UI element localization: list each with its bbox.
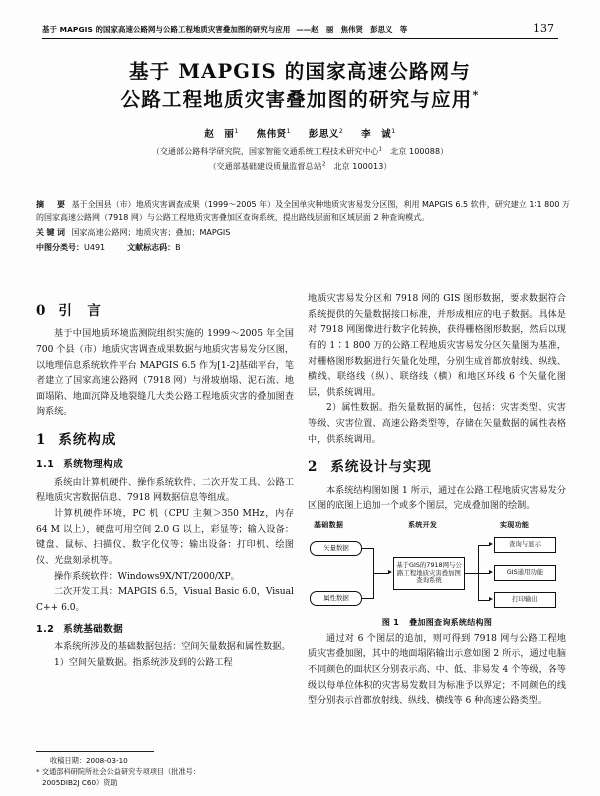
- title-footnote-marker: *: [472, 88, 480, 102]
- section-2-paragraph-1: 本系统结构图如图 1 所示，通过在公路工程地质灾害易发分区图的底图上追加一个或多个图层，完成叠加图的绘制。: [308, 485, 566, 512]
- right-column: [308, 292, 566, 710]
- abstract: [36, 199, 570, 225]
- diagram-header-system-dev: 系统开发: [408, 520, 438, 529]
- author-1-affil-ref: 1: [234, 128, 239, 136]
- subsection-1-2-paragraph-1: 本系统所涉及的基础数据包括：空间矢量数据和属性数据。: [54, 642, 291, 653]
- diagram-box-print-output: 打印输出: [494, 592, 556, 608]
- subsection-heading-1-2: [36, 622, 294, 639]
- left-column: [36, 292, 294, 671]
- doc-code-value: B: [175, 242, 181, 252]
- keywords: [36, 227, 570, 240]
- section-1-title: 系统构成: [58, 432, 117, 449]
- diagram-arrow-gis-functions: [489, 570, 493, 574]
- funding-line-1: [36, 766, 294, 777]
- author-4-name: 李 诚: [361, 129, 392, 141]
- author-4-affil-ref: 1: [391, 128, 396, 136]
- section-2-title: 系统设计与实现: [330, 459, 432, 476]
- section-heading-0: [36, 300, 294, 323]
- diagram-box-gis-functions: GIS通用功能: [494, 565, 556, 581]
- diagram-arrow-to-core: [388, 570, 392, 574]
- subsection-1-2-paragraph-2: 1）空间矢量数据。指系统涉及到的公路工程: [54, 657, 233, 668]
- section-heading-1: [36, 429, 294, 452]
- subsection-heading-1-1: [36, 457, 294, 474]
- article-title-line-1: 基于 MAPGIS 的国家高速公路网与: [128, 60, 472, 83]
- section-0-number: 0: [36, 303, 47, 319]
- figure-1-diagram: [308, 519, 566, 615]
- received-date-line: [36, 755, 294, 766]
- author-1-name: 赵 丽: [204, 129, 235, 141]
- funding-text-1: 交通部科研院所社会公益研究专项项目（批准号：: [41, 766, 201, 776]
- abstract-text: 基于全国县（市）地质灾害调查成果（1999～2005 年）及全国单灾种地质灾害易发分区图，利用 MAPGIS 6.5 软件，研究建立 1∶1 800 万的国家高速公路网（7918 网）与公路工程地质灾害叠加区查询系统，提出路线层面和区域层面 2 种查询模式。: [36, 200, 571, 222]
- subsection-1-1-paragraph-4: 二次开发工具：MAPGIS 6.5，Visual Basic 6.0，Visual C++ 6.0。: [36, 587, 294, 613]
- diagram-connector-bus-to-core: [373, 573, 389, 574]
- funding-line-2: 2005DIB2J C60）资助: [42, 777, 118, 787]
- right-column-continued-paragraph: 地质灾害易发分区和 7918 网的 GIS 图形数据，要求数据符合系统提供的矢量数据接口标准，并形成相应的电子数据。具体是对 7918 网图像进行数字化转换，获得栅格图形数据，然后以现有的 1∶1 800 万的公路工程地质灾害易发分区矢量图为基准，对栅格图形数据进行矢量化处理，分别生成首都放射线、纵线、横线、联络线（纵）、联络线（横）和地区环线 6 个矢量化图层，供系统调用。: [308, 294, 566, 398]
- author-2: [257, 129, 291, 140]
- funding-marker: *: [36, 766, 40, 776]
- author-2-name: 焦伟贤: [256, 129, 287, 141]
- subsection-1-1-number: 1.1: [36, 459, 55, 471]
- abstract-label: 摘 要: [36, 200, 68, 209]
- section-0-title: 引 言: [58, 303, 102, 319]
- affiliation-2-text: （交通部基础建设质量监督总站: [208, 162, 322, 172]
- author-3-affil-ref: 2: [338, 128, 344, 136]
- author-1: [204, 129, 238, 140]
- author-3: [309, 129, 343, 140]
- subsection-1-1-paragraph-3: 操作系统软件：Windows9X/NT/2000/XP。: [54, 571, 240, 582]
- author-2-affil-ref: 1: [286, 128, 292, 136]
- received-date-value: 2008-03-10: [85, 755, 128, 765]
- diagram-connector-core-out: [465, 573, 479, 574]
- section-0-paragraph-1: 基于中国地质环境监测院组织实施的 1999～2005 年全国 700 个县（市）地质灾害调查成果数据与地质灾害易发分区图，以地理信息系统软件平台 MAPGIS 6.5 作为[1-2]基础平台，笔者建立了国家高速公路网（7918 网）与滑坡崩塌、泥石流、地面塌陷、地面沉降及地裂缝几大类公路工程地质灾害的叠加图查询系统。: [36, 329, 294, 418]
- article-title-line-2: [42, 86, 558, 114]
- diagram-arrow-print-output: [489, 597, 493, 601]
- section-2-number: 2: [308, 459, 319, 476]
- section-1-number: 1: [36, 432, 47, 449]
- subsection-1-2-title: 系统基础数据: [63, 623, 124, 635]
- figure-1-caption: [308, 616, 566, 630]
- figure-1-caption-number: 图 1: [381, 617, 400, 627]
- subsection-1-1-paragraph-1: 系统由计算机硬件、操作系统软件、二次开发工具、公路工程地质灾害数据信息、7918 网数据信息等组成。: [36, 477, 294, 504]
- affiliation-2: [42, 161, 558, 172]
- subsection-1-2-number: 1.2: [36, 623, 55, 635]
- page-number: 137: [533, 22, 554, 35]
- doc-code-label: 文献标志码：: [127, 242, 176, 252]
- figure-1: [308, 519, 566, 630]
- subsection-1-1-title: 系统物理构成: [63, 459, 124, 471]
- diagram-box-attribute-data: 属性数据: [310, 591, 362, 606]
- right-column-item-2: 2）属性数据。指矢量数据的属性，包括：灾害类型、灾害等级、灾害位置、高速公路类型等，存储在矢量数据的属性表格中，供系统调用。: [308, 403, 566, 445]
- clc-label: 中图分类号：: [36, 242, 84, 252]
- diagram-box-vector-data: 矢量数据: [310, 541, 362, 556]
- diagram-header-functions: 实现功能: [500, 520, 530, 529]
- diagram-box-core-system: 基于GIS的7918网与公路工程地质灾害叠加图查询系统: [393, 557, 465, 590]
- diagram-arrow-query-display: [489, 542, 493, 546]
- right-column-after-figure-paragraph: 通过对 6 个图层的追加，则可得到 7918 网与公路工程地质灾害叠加图，其中的地面塌陷输出示意如图 2 所示，通过电脑不同颜色的面状区分别表示高、中、低、非易发 4 个等级，各等级以每单位体积的灾害易发数目为标准予以界定；不同颜色的线型分别表示首都放射线、纵线、横线等 6 种高速公路类型。: [308, 633, 566, 707]
- abstract-block: [36, 199, 570, 255]
- affiliation-1: [42, 146, 558, 157]
- diagram-box-query-display: 查询与显示: [494, 537, 556, 553]
- affiliation-1-city: 北京 100088）: [390, 147, 449, 157]
- footnote-divider: [36, 751, 154, 752]
- title-block: [42, 58, 558, 172]
- section-heading-2: [308, 456, 566, 479]
- author-4: [361, 129, 395, 140]
- affiliation-2-sup: 2: [321, 161, 326, 168]
- clc-value: U491: [84, 242, 106, 252]
- received-date-label: 收稿日期：: [50, 755, 86, 765]
- author-list: [42, 126, 558, 140]
- affiliation-1-text: （交通部公路科学研究院，国家智能交通系统工程技术研究中心: [151, 147, 379, 157]
- running-title: 基于 MAPGIS 的国家高速公路网与公路工程地质灾害叠加图的研究与应用: [42, 25, 291, 34]
- running-authors: ——赵 丽 焦伟贤 彭思义 等: [296, 25, 408, 34]
- subsection-1-1-paragraph-2: 计算机硬件环境，PC 机（CPU 主频＞350 MHz，内存 64 M 以上），硬盘可用空间 2.0 G 以上，彩显等；输入设备：键盘、鼠标、扫描仪、数字化仪等；输出设备：打印机、绘图仪、光盘刻录机等。: [36, 509, 294, 566]
- running-header: [42, 22, 558, 39]
- footnote-block: [36, 751, 294, 788]
- author-3-name: 彭思义: [308, 129, 339, 141]
- article-title-line-2-text: 公路工程地质灾害叠加图的研究与应用: [120, 87, 473, 111]
- keywords-label: 关键词: [36, 227, 68, 237]
- diagram-header-basic-data: 基础数据: [314, 520, 344, 529]
- body-columns: [36, 292, 570, 772]
- classification: [36, 242, 570, 255]
- affiliation-2-city: 北京 100013）: [333, 162, 392, 172]
- figure-1-caption-text: 叠加图查询系统结构图: [409, 617, 493, 627]
- keywords-text: 国家高速公路网；地质灾害；叠加；MAPGIS: [71, 227, 231, 237]
- affiliation-1-sup: 1: [378, 146, 383, 153]
